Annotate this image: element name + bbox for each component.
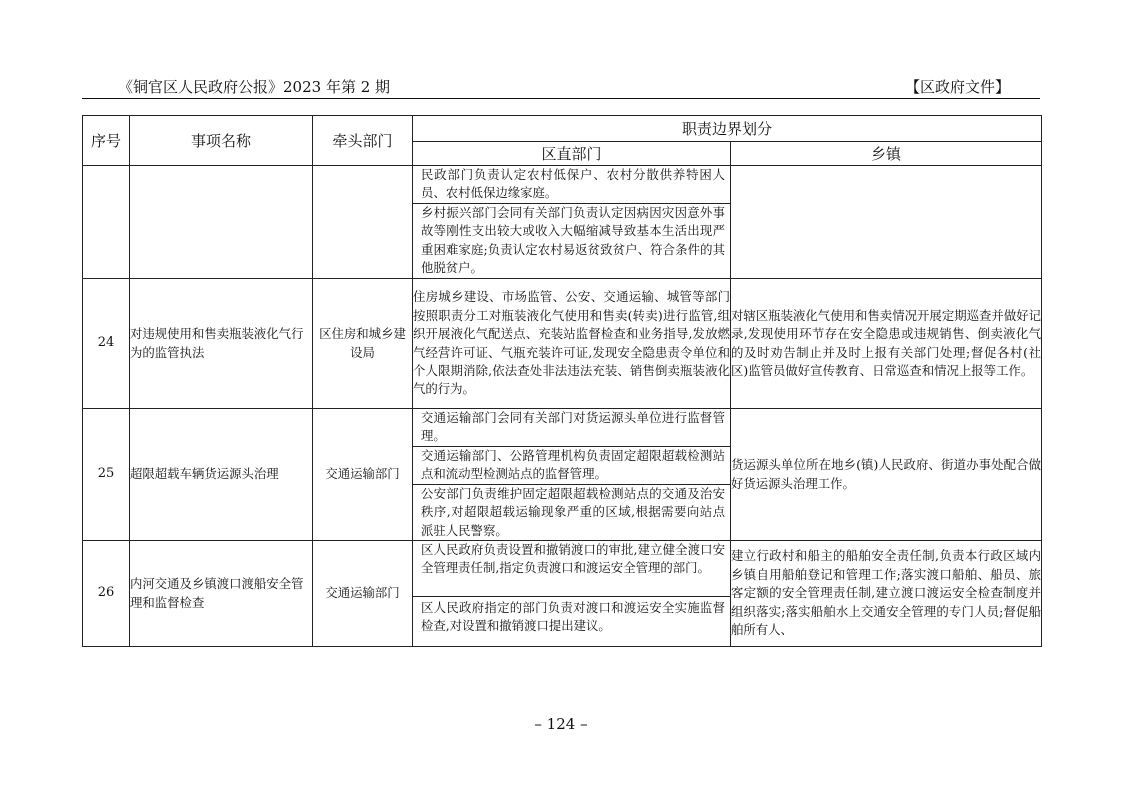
row-district	[413, 166, 731, 279]
header-town: 乡镇	[731, 142, 1042, 166]
row-num	[83, 166, 130, 279]
district-cell: 交通运输部门会同有关部门对货运源头单位进行监督管理。	[421, 410, 725, 444]
table-row	[83, 409, 1042, 541]
row-num: 24	[83, 279, 130, 409]
row-num: 26	[83, 541, 130, 647]
table-row	[83, 279, 1042, 409]
row-name: 对违规使用和售卖瓶装液化气行为的监管执法	[130, 279, 313, 409]
row-name: 超限超载车辆货运源头治理	[130, 409, 313, 541]
table-row	[83, 166, 1042, 279]
row-town: 对辖区瓶装液化气使用和售卖情况开展定期巡查并做好记录,发现使用环节存在安全隐患或违规销售、倒卖液化气的及时劝告制止并及时上报有关部门处理;督促各村(社区)监管员做好宣传教育、日常巡查和情况上报等工作。	[731, 279, 1042, 409]
row-lead: 区住房和城乡建设局	[313, 279, 413, 409]
row-num: 25	[83, 409, 130, 541]
row-town: 建立行政村和船主的船舶安全责任制,负责本行政区域内乡镇自用船舶登记和管理工作;落实渡口船舶、船员、旅客定额的安全管理责任制,建立渡口渡运安全检查制度并组织落实;落实船舶水上交通安全管理的专门人员;督促船舶所有人、	[731, 541, 1042, 647]
district-cell: 交通运输部门、公路管理机构负责固定超限超载检测站点和流动型检测站点的监督管理。	[413, 446, 730, 484]
row-name	[130, 166, 313, 279]
district-cell: 乡村振兴部门会同有关部门负责认定因病因灾因意外事故等刚性支出较大或收入大幅缩减导致基本生活出现严重困难家庭;负责认定农村易返贫致贫户、符合条件的其他脱贫户。	[413, 203, 730, 278]
responsibility-table	[82, 115, 1042, 647]
table-row	[83, 541, 1042, 647]
header-num: 序号	[83, 116, 130, 166]
row-name: 内河交通及乡镇渡口渡船安全管理和监督检查	[130, 541, 313, 647]
page-number: – 124 –	[534, 715, 588, 733]
header-division: 职责边界划分	[413, 116, 1042, 142]
row-district	[413, 541, 731, 647]
row-town: 货运源头单位所在地乡(镇)人民政府、街道办事处配合做好货运源头治理工作。	[731, 409, 1042, 541]
district-cell: 民政部门负责认定农村低保户、农村分散供养特困人员、农村低保边缘家庭。	[421, 167, 725, 201]
table-header-row	[83, 116, 1042, 142]
row-lead: 交通运输部门	[313, 541, 413, 647]
bulletin-title: 《铜官区人民政府公报》2023 年第 2 期	[118, 78, 391, 96]
header-divider	[82, 98, 1040, 99]
header-district: 区直部门	[413, 142, 731, 166]
header-lead: 牵头部门	[313, 116, 413, 166]
district-cell: 区人民政府指定的部门负责对渡口和渡运安全实施监督检查,对设置和撤销渡口提出建议。	[413, 596, 730, 646]
district-cell: 公安部门负责维护固定超限超载检测站点的交通及治安秩序,对超限超载运输现象严重的区域,根据需要向站点派驻人民警察。	[413, 484, 730, 540]
row-lead: 交通运输部门	[313, 409, 413, 541]
header-name: 事项名称	[130, 116, 313, 166]
row-district	[413, 409, 731, 541]
row-town	[731, 166, 1042, 279]
row-lead	[313, 166, 413, 279]
section-label: 【区政府文件】	[904, 78, 1010, 96]
district-cell: 区人民政府负责设置和撤销渡口的审批,建立健全渡口安全管理责任制,指定负责渡口和渡运安全管理的部门。	[421, 542, 725, 576]
row-district: 住房城乡建设、市场监管、公安、交通运输、城管等部门按照职责分工对瓶装液化气使用和售卖(转卖)进行监管,组织开展液化气配送点、充装站监督检查和业务指导,发放燃气经营许可证、气瓶充装许可证,发现安全隐患责令单位和个人限期消除,依法查处非法违法充装、销售倒卖瓶装液化气的行为。	[413, 279, 731, 409]
